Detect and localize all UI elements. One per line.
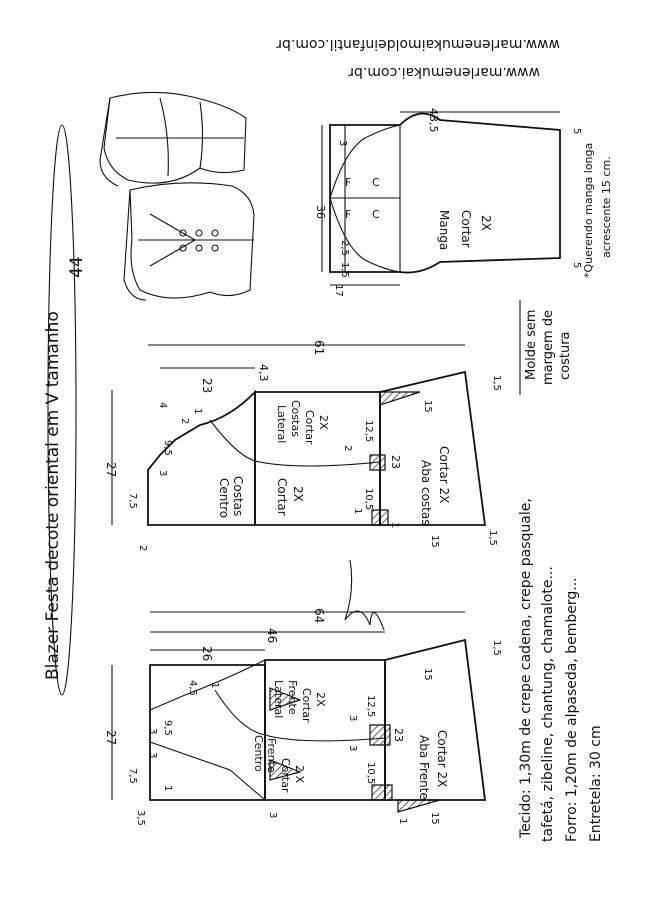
back-hatch-3 <box>372 510 388 525</box>
front-measure-3b: 3 <box>147 752 158 759</box>
size-label: 44 <box>67 256 87 278</box>
blazer-sketch <box>100 92 254 300</box>
sleeve-measure-5a: 5 <box>571 128 582 135</box>
blazer-back-sleeve <box>100 98 118 186</box>
front-measure-15b: 1,5 <box>491 640 502 656</box>
front-measure-35: 3,5 <box>135 810 146 826</box>
back-measure-125: 12,5 <box>363 420 374 443</box>
front-measure-3c: 3 <box>347 715 358 722</box>
front-measure-3a: 3 <box>147 728 158 735</box>
sleeve-instruction-1: Cortar <box>459 210 473 248</box>
front-side-instr-2: 2X <box>314 692 327 707</box>
front-center-name-2: Frente <box>265 738 278 773</box>
front-measure-1b: 1 <box>162 785 173 792</box>
title-block <box>43 125 87 695</box>
back-measure-23b: 23 <box>389 455 402 469</box>
button-icon <box>196 230 202 236</box>
seam-note <box>520 300 573 395</box>
back-measure-95: 9,5 <box>162 440 173 456</box>
front-measure-95: 9,5 <box>162 720 173 736</box>
back-center-instr-1: Cortar <box>275 478 289 516</box>
sleeve-label-f: F <box>345 176 352 189</box>
back-measure-15d: 1,5 <box>487 530 498 546</box>
blazer-back-panel-line-2 <box>200 102 203 168</box>
front-hatch-5 <box>398 800 440 812</box>
seam-note-line-1: Molde sem <box>524 309 539 380</box>
front-measure-23: 23 <box>392 728 405 742</box>
sleeve-label-c: C <box>372 176 380 189</box>
back-measure-15c: 15 <box>429 535 440 548</box>
sleeve-label-f2: F <box>345 208 352 221</box>
front-center-name-1: Centro <box>252 735 265 772</box>
website-1: www.marlenemukai.com.br <box>348 64 540 80</box>
materials-block <box>518 498 604 842</box>
page-title: Blazer Festa decote oriental em V tamanho <box>43 311 63 680</box>
front-measure-15c: 15 <box>429 812 440 825</box>
seam-note-line-2: margem de <box>541 309 556 385</box>
front-peplum-piece <box>385 640 485 800</box>
back-measure-2a: 2 <box>137 545 148 552</box>
sleeve-pattern <box>314 108 613 297</box>
sleeve-measure-36: 36 <box>314 205 327 219</box>
front-peplum-instr: Cortar 2X <box>435 730 449 788</box>
back-pattern <box>104 340 502 551</box>
website-2: www.marlenemukaimoldeinfantil.com.br <box>276 36 560 52</box>
front-measure-26: 26 <box>200 646 214 662</box>
back-side-piece <box>255 392 380 525</box>
sleeve-measure-5b: 5 <box>571 262 582 269</box>
signature-block <box>320 560 384 630</box>
front-lapel-curve <box>215 690 265 735</box>
button-icon <box>212 245 218 251</box>
front-center-instr-2: 2 X <box>293 765 306 784</box>
back-measure-61: 61 <box>312 340 326 356</box>
front-measure-105: 10,5 <box>365 762 376 785</box>
back-measure-75: 7,5 <box>127 493 138 509</box>
materials-line-4: Entretela: 30 cm <box>588 725 604 842</box>
front-side-name-2: Frente <box>286 680 299 715</box>
back-center-name-2: Costas <box>231 476 245 517</box>
front-peplum-name: Aba Frente <box>417 735 431 800</box>
back-side-instr-1: Cortar <box>303 410 316 445</box>
materials-line-3: Forro: 1,20m de alpaseda, bemberg... <box>564 577 580 842</box>
button-icon <box>212 230 218 236</box>
back-measure-4: 4 <box>157 402 168 409</box>
front-side-instr-1: Cortar <box>300 688 313 723</box>
blazer-back-panel-line <box>160 98 168 176</box>
signature-mark <box>345 560 384 630</box>
materials-line-1: Tecido: 1,30m de crepe cadena, crepe pasquale, <box>518 498 534 838</box>
back-side-instr-2: 2X <box>317 415 330 430</box>
front-measure-15a: 15 <box>422 668 433 681</box>
front-measure-125: 12,5 <box>365 695 376 718</box>
sleeve-measure-25: 2,5 <box>339 240 350 256</box>
back-hatch-1 <box>380 392 420 405</box>
sleeve-cap-curve-bottom <box>330 198 400 272</box>
sleeve-measure-3: 3 <box>337 140 348 147</box>
sleeve-note-2: acrescente 15 cm. <box>600 156 613 258</box>
front-hatch-4 <box>372 785 392 800</box>
front-measure-27: 27 <box>104 730 118 746</box>
back-measure-105: 10,5 <box>363 488 374 511</box>
front-neck-curve <box>150 660 265 710</box>
back-peplum-instr: Cortar 2X <box>437 446 451 504</box>
sleeve-measure-17: 17 <box>333 284 344 297</box>
sleeve-name: Manga <box>437 210 451 251</box>
front-hatch-3 <box>370 725 390 745</box>
front-pattern <box>104 608 502 826</box>
sleeve-cap-curve-top <box>330 125 400 198</box>
sleeve-label-c2: C <box>372 208 380 221</box>
sleeve-measure-435: 43,5 <box>427 108 440 133</box>
back-measure-43: 4,3 <box>257 364 270 382</box>
back-hatch-2 <box>370 455 385 470</box>
back-measure-1b: 1 <box>352 508 363 515</box>
back-measure-23: 23 <box>200 378 214 394</box>
front-side-name-1: Lateral <box>272 680 285 719</box>
website-block <box>276 36 560 80</box>
sleeve-instruction-2: 2X <box>479 215 493 231</box>
back-center-instr-2: 2X <box>291 486 305 502</box>
seam-note-line-3: costura <box>558 331 573 380</box>
front-measure-75: 7,5 <box>127 768 138 784</box>
back-side-name-1: Lateral <box>275 405 288 444</box>
back-measure-1c: 1 <box>389 522 400 529</box>
front-measure-3d: 3 <box>347 745 358 752</box>
back-measure-15a: 15 <box>422 400 433 413</box>
front-measure-1a: 1 <box>209 682 220 689</box>
front-measure-46: 46 <box>265 628 279 644</box>
back-side-name-2: Costas <box>289 400 302 437</box>
back-measure-15b: 1,5 <box>491 375 502 391</box>
back-measure-2b: 2 <box>342 445 353 452</box>
back-measure-1a: 1 <box>192 408 203 415</box>
blazer-front-sleeve <box>124 190 146 300</box>
front-measure-3e: 3 <box>267 812 278 819</box>
front-side-curve <box>265 735 385 741</box>
sleeve-note-1: *Querendo manga longa <box>582 142 595 278</box>
back-center-name-1: Centro <box>217 478 231 519</box>
button-icon <box>196 245 202 251</box>
front-measure-64: 64 <box>312 608 326 624</box>
sleeve-measure-15: 1,5 <box>339 262 350 278</box>
back-peplum-name: Aba costas <box>419 460 433 526</box>
front-measure-45: 4,5 <box>187 680 198 696</box>
front-center-instr-1: Cortar <box>279 758 292 793</box>
back-measure-3: 3 <box>157 470 168 477</box>
back-measure-2c: 2 <box>179 418 190 425</box>
front-measure-1c: 1 <box>397 818 408 825</box>
materials-line-2: tafetá, zibeline, chantung, chamalote... <box>540 566 556 842</box>
back-measure-27: 27 <box>104 462 118 478</box>
